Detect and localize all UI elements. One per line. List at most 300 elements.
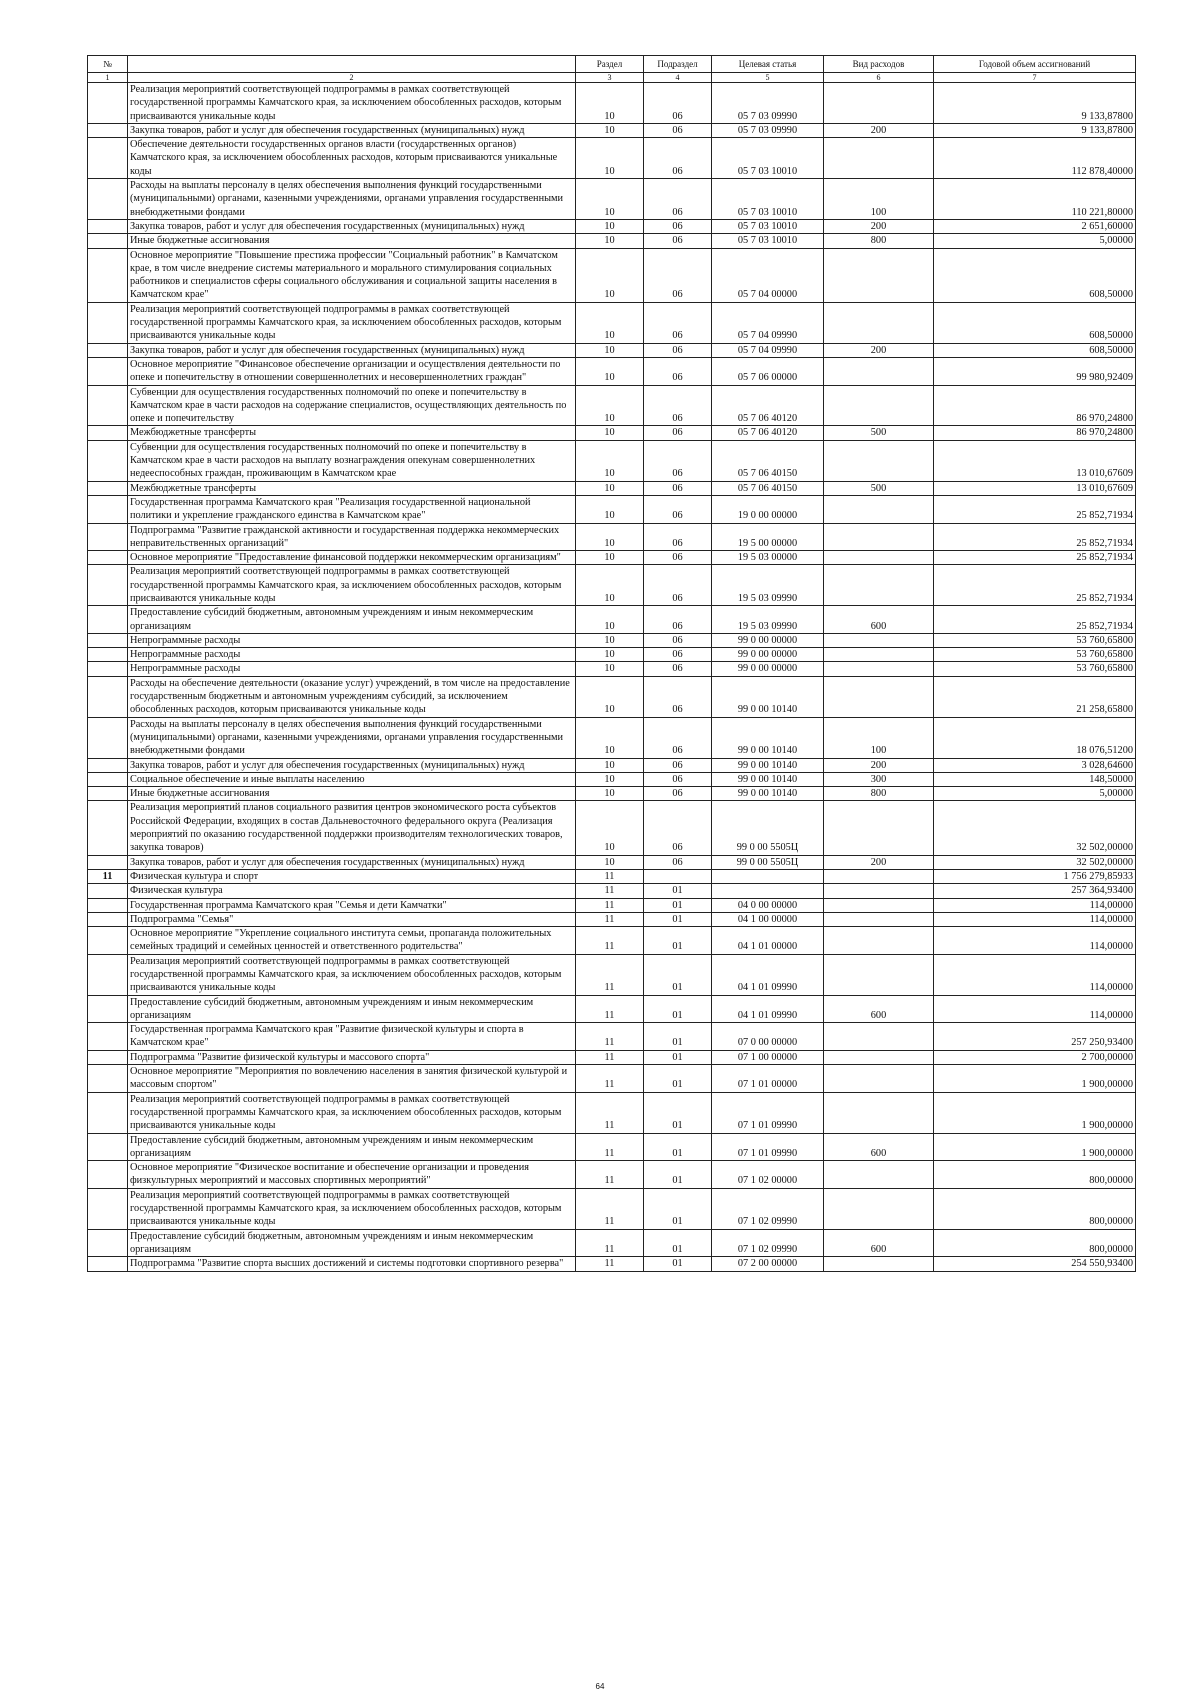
row-celevaya-cell: 05 7 03 09990 bbox=[712, 123, 824, 137]
row-name-cell: Основное мероприятие "Предоставление финансовой поддержки некоммерческим организациям" bbox=[128, 551, 576, 565]
table-row bbox=[88, 1023, 1136, 1051]
row-sum-cell: 86 970,24800 bbox=[934, 385, 1136, 426]
row-sum-cell: 21 258,65800 bbox=[934, 676, 1136, 717]
row-name-cell: Реализация мероприятий соответствующей подпрограммы в рамках соответствующей государственной программы Камчатского края, за исключением обособленных расходов, которым присваиваются уникальные коды bbox=[128, 302, 576, 343]
row-num-cell bbox=[88, 179, 128, 220]
row-celevaya-cell: 05 7 03 10010 bbox=[712, 179, 824, 220]
row-num-cell bbox=[88, 787, 128, 801]
row-celevaya-cell: 04 1 00 00000 bbox=[712, 912, 824, 926]
row-num-cell bbox=[88, 1188, 128, 1229]
row-vid-cell: 200 bbox=[824, 219, 934, 233]
row-name-cell: Подпрограмма "Развитие спорта высших достижений и системы подготовки спортивного резерва" bbox=[128, 1257, 576, 1271]
header-razdel: Раздел bbox=[576, 56, 644, 73]
row-razdel-cell: 11 bbox=[576, 1023, 644, 1051]
index-cell: 3 bbox=[576, 73, 644, 83]
row-name-cell: Непрограммные расходы bbox=[128, 662, 576, 676]
table-row bbox=[88, 551, 1136, 565]
table-row bbox=[88, 83, 1136, 124]
table-row bbox=[88, 138, 1136, 179]
row-num-cell bbox=[88, 551, 128, 565]
row-sum-cell: 5,00000 bbox=[934, 234, 1136, 248]
row-name-cell: Социальное обеспечение и иные выплаты населению bbox=[128, 772, 576, 786]
row-num-cell: 11 bbox=[88, 869, 128, 883]
row-sum-cell: 99 980,92409 bbox=[934, 357, 1136, 385]
row-vid-cell bbox=[824, 648, 934, 662]
table-row bbox=[88, 357, 1136, 385]
row-sum-cell: 114,00000 bbox=[934, 912, 1136, 926]
row-name-cell: Реализация мероприятий соответствующей подпрограммы в рамках соответствующей государственной программы Камчатского края, за исключением обособленных расходов, которым присваиваются уникальные коды bbox=[128, 565, 576, 606]
row-sum-cell: 9 133,87800 bbox=[934, 83, 1136, 124]
row-razdel-cell: 10 bbox=[576, 523, 644, 551]
table-index-row bbox=[88, 73, 1136, 83]
row-razdel-cell: 10 bbox=[576, 606, 644, 634]
row-name-cell: Физическая культура и спорт bbox=[128, 869, 576, 883]
row-celevaya-cell: 99 0 00 5505Ц bbox=[712, 801, 824, 855]
row-podrazdel-cell: 06 bbox=[644, 551, 712, 565]
row-podrazdel-cell: 01 bbox=[644, 954, 712, 995]
row-vid-cell: 200 bbox=[824, 855, 934, 869]
row-vid-cell bbox=[824, 884, 934, 898]
row-name-cell: Реализация мероприятий соответствующей подпрограммы в рамках соответствующей государственной программы Камчатского края, за исключением обособленных расходов, которым присваиваются уникальные коды bbox=[128, 1188, 576, 1229]
row-sum-cell: 800,00000 bbox=[934, 1188, 1136, 1229]
row-podrazdel-cell: 06 bbox=[644, 481, 712, 495]
row-celevaya-cell: 07 1 00 00000 bbox=[712, 1050, 824, 1064]
row-razdel-cell: 10 bbox=[576, 676, 644, 717]
row-name-cell: Реализация мероприятий соответствующей подпрограммы в рамках соответствующей государственной программы Камчатского края, за исключением обособленных расходов, которым присваиваются уникальные коды bbox=[128, 954, 576, 995]
row-num-cell bbox=[88, 248, 128, 302]
row-razdel-cell: 10 bbox=[576, 123, 644, 137]
row-vid-cell bbox=[824, 1023, 934, 1051]
page-number: 64 bbox=[595, 1682, 605, 1691]
row-celevaya-cell: 05 7 03 10010 bbox=[712, 138, 824, 179]
row-podrazdel-cell: 01 bbox=[644, 1050, 712, 1064]
row-celevaya-cell: 99 0 00 5505Ц bbox=[712, 855, 824, 869]
row-celevaya-cell bbox=[712, 884, 824, 898]
row-razdel-cell: 11 bbox=[576, 1188, 644, 1229]
row-name-cell: Расходы на выплаты персоналу в целях обеспечения выполнения функций государственными (муниципальными) органами, казенными учреждениями, органами управления государственными внебюджетными фондами bbox=[128, 717, 576, 758]
table-row bbox=[88, 869, 1136, 883]
header-num: № bbox=[88, 56, 128, 73]
row-celevaya-cell: 05 7 06 40150 bbox=[712, 481, 824, 495]
row-celevaya-cell: 05 7 03 10010 bbox=[712, 234, 824, 248]
table-row bbox=[88, 662, 1136, 676]
row-vid-cell bbox=[824, 83, 934, 124]
table-row bbox=[88, 440, 1136, 481]
row-vid-cell bbox=[824, 1161, 934, 1189]
row-celevaya-cell: 99 0 00 10140 bbox=[712, 717, 824, 758]
row-vid-cell bbox=[824, 954, 934, 995]
row-num-cell bbox=[88, 357, 128, 385]
table-row bbox=[88, 1161, 1136, 1189]
row-sum-cell: 257 364,93400 bbox=[934, 884, 1136, 898]
index-cell: 4 bbox=[644, 73, 712, 83]
table-row bbox=[88, 1257, 1136, 1271]
row-celevaya-cell: 99 0 00 10140 bbox=[712, 758, 824, 772]
row-celevaya-cell: 99 0 00 00000 bbox=[712, 662, 824, 676]
row-podrazdel-cell: 06 bbox=[644, 495, 712, 523]
row-podrazdel-cell: 06 bbox=[644, 855, 712, 869]
row-podrazdel-cell: 06 bbox=[644, 523, 712, 551]
row-num-cell bbox=[88, 606, 128, 634]
table-row bbox=[88, 648, 1136, 662]
row-num-cell bbox=[88, 633, 128, 647]
row-podrazdel-cell: 06 bbox=[644, 772, 712, 786]
row-sum-cell: 13 010,67609 bbox=[934, 481, 1136, 495]
row-podrazdel-cell: 01 bbox=[644, 1229, 712, 1257]
row-razdel-cell: 10 bbox=[576, 481, 644, 495]
header-podrazdel: Подраздел bbox=[644, 56, 712, 73]
row-num-cell bbox=[88, 523, 128, 551]
row-sum-cell: 257 250,93400 bbox=[934, 1023, 1136, 1051]
table-row bbox=[88, 1188, 1136, 1229]
row-razdel-cell: 11 bbox=[576, 1065, 644, 1093]
table-row bbox=[88, 633, 1136, 647]
row-name-cell: Реализация мероприятий соответствующей подпрограммы в рамках соответствующей государственной программы Камчатского края, за исключением обособленных расходов, которым присваиваются уникальные коды bbox=[128, 1092, 576, 1133]
row-podrazdel-cell: 06 bbox=[644, 633, 712, 647]
row-name-cell: Закупка товаров, работ и услуг для обеспечения государственных (муниципальных) нужд bbox=[128, 123, 576, 137]
row-num-cell bbox=[88, 1161, 128, 1189]
row-celevaya-cell: 05 7 04 00000 bbox=[712, 248, 824, 302]
table-row bbox=[88, 855, 1136, 869]
budget-table-sheet bbox=[87, 55, 1135, 1272]
row-num-cell bbox=[88, 565, 128, 606]
row-num-cell bbox=[88, 927, 128, 955]
row-razdel-cell: 10 bbox=[576, 219, 644, 233]
row-celevaya-cell: 07 1 01 00000 bbox=[712, 1065, 824, 1093]
row-celevaya-cell: 07 2 00 00000 bbox=[712, 1257, 824, 1271]
table-row bbox=[88, 1133, 1136, 1161]
row-num-cell bbox=[88, 1092, 128, 1133]
table-row bbox=[88, 426, 1136, 440]
row-celevaya-cell: 05 7 06 40120 bbox=[712, 385, 824, 426]
row-celevaya-cell: 07 1 02 09990 bbox=[712, 1229, 824, 1257]
row-num-cell bbox=[88, 898, 128, 912]
row-sum-cell: 2 651,60000 bbox=[934, 219, 1136, 233]
row-podrazdel-cell: 01 bbox=[644, 1092, 712, 1133]
row-num-cell bbox=[88, 1133, 128, 1161]
index-cell: 7 bbox=[934, 73, 1136, 83]
row-name-cell: Подпрограмма "Развитие гражданской активности и государственная поддержка некоммерческих неправительственных организаций" bbox=[128, 523, 576, 551]
row-podrazdel-cell: 06 bbox=[644, 787, 712, 801]
row-sum-cell: 32 502,00000 bbox=[934, 855, 1136, 869]
row-razdel-cell: 10 bbox=[576, 633, 644, 647]
row-celevaya-cell: 19 5 00 00000 bbox=[712, 523, 824, 551]
row-razdel-cell: 11 bbox=[576, 898, 644, 912]
table-row bbox=[88, 385, 1136, 426]
row-razdel-cell: 11 bbox=[576, 869, 644, 883]
row-num-cell bbox=[88, 995, 128, 1023]
row-podrazdel-cell: 06 bbox=[644, 648, 712, 662]
row-podrazdel-cell: 06 bbox=[644, 248, 712, 302]
table-row bbox=[88, 123, 1136, 137]
table-row bbox=[88, 606, 1136, 634]
row-name-cell: Обеспечение деятельности государственных органов власти (государственных органов) Камчатского края, за исключением обособленных расходов, которым присваиваются уникальные коды bbox=[128, 138, 576, 179]
budget-table bbox=[87, 55, 1136, 1272]
row-razdel-cell: 10 bbox=[576, 138, 644, 179]
row-razdel-cell: 10 bbox=[576, 772, 644, 786]
row-num-cell bbox=[88, 426, 128, 440]
row-name-cell: Субвенции для осуществления государственных полномочий по опеке и попечительству в Камчатском крае в части расходов на содержание специалистов, осуществляющих деятельность по опеке и попечительству bbox=[128, 385, 576, 426]
table-header-row bbox=[88, 56, 1136, 73]
row-celevaya-cell: 19 5 03 09990 bbox=[712, 606, 824, 634]
index-cell: 6 bbox=[824, 73, 934, 83]
row-celevaya-cell: 04 1 01 09990 bbox=[712, 954, 824, 995]
row-podrazdel-cell: 06 bbox=[644, 662, 712, 676]
row-sum-cell: 110 221,80000 bbox=[934, 179, 1136, 220]
row-vid-cell bbox=[824, 357, 934, 385]
table-row bbox=[88, 343, 1136, 357]
row-sum-cell: 608,50000 bbox=[934, 343, 1136, 357]
row-razdel-cell: 10 bbox=[576, 855, 644, 869]
row-celevaya-cell: 99 0 00 10140 bbox=[712, 787, 824, 801]
table-row bbox=[88, 481, 1136, 495]
row-podrazdel-cell: 06 bbox=[644, 801, 712, 855]
row-razdel-cell: 11 bbox=[576, 927, 644, 955]
row-num-cell bbox=[88, 1023, 128, 1051]
row-razdel-cell: 11 bbox=[576, 912, 644, 926]
row-num-cell bbox=[88, 1050, 128, 1064]
row-vid-cell: 200 bbox=[824, 758, 934, 772]
row-razdel-cell: 11 bbox=[576, 995, 644, 1023]
row-podrazdel-cell: 06 bbox=[644, 302, 712, 343]
row-sum-cell: 800,00000 bbox=[934, 1161, 1136, 1189]
row-sum-cell: 25 852,71934 bbox=[934, 551, 1136, 565]
row-name-cell: Физическая культура bbox=[128, 884, 576, 898]
row-razdel-cell: 10 bbox=[576, 357, 644, 385]
row-celevaya-cell: 07 0 00 00000 bbox=[712, 1023, 824, 1051]
row-name-cell: Закупка товаров, работ и услуг для обеспечения государственных (муниципальных) нужд bbox=[128, 343, 576, 357]
table-body bbox=[88, 83, 1136, 1272]
row-num-cell bbox=[88, 855, 128, 869]
table-row bbox=[88, 898, 1136, 912]
row-vid-cell: 800 bbox=[824, 787, 934, 801]
row-num-cell bbox=[88, 676, 128, 717]
row-sum-cell: 5,00000 bbox=[934, 787, 1136, 801]
row-vid-cell: 600 bbox=[824, 1229, 934, 1257]
row-vid-cell: 800 bbox=[824, 234, 934, 248]
row-vid-cell: 600 bbox=[824, 995, 934, 1023]
row-name-cell: Государственная программа Камчатского края "Семья и дети Камчатки" bbox=[128, 898, 576, 912]
row-num-cell bbox=[88, 801, 128, 855]
row-podrazdel-cell: 06 bbox=[644, 123, 712, 137]
row-podrazdel-cell: 01 bbox=[644, 927, 712, 955]
row-celevaya-cell: 99 0 00 00000 bbox=[712, 648, 824, 662]
row-podrazdel-cell: 01 bbox=[644, 1161, 712, 1189]
row-name-cell: Предоставление субсидий бюджетным, автономным учреждениям и иным некоммерческим организациям bbox=[128, 1133, 576, 1161]
row-celevaya-cell: 07 1 02 09990 bbox=[712, 1188, 824, 1229]
row-celevaya-cell: 05 7 06 00000 bbox=[712, 357, 824, 385]
row-celevaya-cell bbox=[712, 869, 824, 883]
row-sum-cell: 148,50000 bbox=[934, 772, 1136, 786]
row-name-cell: Государственная программа Камчатского края "Развитие физической культуры и спорта в Камчатском крае" bbox=[128, 1023, 576, 1051]
row-razdel-cell: 10 bbox=[576, 801, 644, 855]
row-podrazdel-cell: 01 bbox=[644, 884, 712, 898]
row-num-cell bbox=[88, 234, 128, 248]
row-sum-cell: 608,50000 bbox=[934, 248, 1136, 302]
row-name-cell: Иные бюджетные ассигнования bbox=[128, 234, 576, 248]
row-name-cell: Государственная программа Камчатского края "Реализация государственной национальной политики и укрепление гражданского единства в Камчатском крае" bbox=[128, 495, 576, 523]
row-vid-cell: 300 bbox=[824, 772, 934, 786]
row-vid-cell bbox=[824, 138, 934, 179]
row-sum-cell: 53 760,65800 bbox=[934, 648, 1136, 662]
row-sum-cell: 608,50000 bbox=[934, 302, 1136, 343]
row-name-cell: Реализация мероприятий соответствующей подпрограммы в рамках соответствующей государственной программы Камчатского края, за исключением обособленных расходов, которым присваиваются уникальные коды bbox=[128, 83, 576, 124]
row-vid-cell bbox=[824, 1065, 934, 1093]
row-razdel-cell: 10 bbox=[576, 234, 644, 248]
row-razdel-cell: 11 bbox=[576, 1229, 644, 1257]
row-vid-cell bbox=[824, 676, 934, 717]
row-vid-cell bbox=[824, 912, 934, 926]
row-num-cell bbox=[88, 219, 128, 233]
row-podrazdel-cell: 01 bbox=[644, 898, 712, 912]
table-row bbox=[88, 912, 1136, 926]
row-razdel-cell: 10 bbox=[576, 551, 644, 565]
table-row bbox=[88, 302, 1136, 343]
row-celevaya-cell: 04 1 01 00000 bbox=[712, 927, 824, 955]
row-name-cell: Основное мероприятие "Укрепление социального института семьи, пропаганда положительных семейных традиций и семейных ценностей и ответственного родительства" bbox=[128, 927, 576, 955]
row-name-cell: Основное мероприятие "Физическое воспитание и обеспечение организации и проведения физкультурных мероприятий и массовых спортивных мероприятий" bbox=[128, 1161, 576, 1189]
row-celevaya-cell: 99 0 00 00000 bbox=[712, 633, 824, 647]
table-row bbox=[88, 772, 1136, 786]
row-razdel-cell: 11 bbox=[576, 884, 644, 898]
row-podrazdel-cell: 06 bbox=[644, 219, 712, 233]
row-vid-cell bbox=[824, 523, 934, 551]
row-razdel-cell: 10 bbox=[576, 248, 644, 302]
table-row bbox=[88, 219, 1136, 233]
row-name-cell: Подпрограмма "Развитие физической культуры и массового спорта" bbox=[128, 1050, 576, 1064]
row-vid-cell bbox=[824, 248, 934, 302]
row-num-cell bbox=[88, 302, 128, 343]
row-name-cell: Непрограммные расходы bbox=[128, 633, 576, 647]
row-podrazdel-cell: 06 bbox=[644, 440, 712, 481]
index-cell: 2 bbox=[128, 73, 576, 83]
header-celevaya: Целевая статья bbox=[712, 56, 824, 73]
row-celevaya-cell: 07 1 01 09990 bbox=[712, 1133, 824, 1161]
row-vid-cell: 200 bbox=[824, 343, 934, 357]
row-sum-cell: 800,00000 bbox=[934, 1229, 1136, 1257]
row-vid-cell bbox=[824, 440, 934, 481]
row-razdel-cell: 11 bbox=[576, 1133, 644, 1161]
row-podrazdel-cell: 06 bbox=[644, 83, 712, 124]
row-vid-cell bbox=[824, 565, 934, 606]
table-row bbox=[88, 1050, 1136, 1064]
row-name-cell: Закупка товаров, работ и услуг для обеспечения государственных (муниципальных) нужд bbox=[128, 219, 576, 233]
row-vid-cell: 600 bbox=[824, 1133, 934, 1161]
table-row bbox=[88, 495, 1136, 523]
row-celevaya-cell: 05 7 06 40150 bbox=[712, 440, 824, 481]
row-num-cell bbox=[88, 1065, 128, 1093]
row-celevaya-cell: 99 0 00 10140 bbox=[712, 676, 824, 717]
row-celevaya-cell: 05 7 04 09990 bbox=[712, 343, 824, 357]
row-sum-cell: 25 852,71934 bbox=[934, 523, 1136, 551]
row-name-cell: Предоставление субсидий бюджетным, автономным учреждениям и иным некоммерческим организациям bbox=[128, 1229, 576, 1257]
row-vid-cell bbox=[824, 551, 934, 565]
row-podrazdel-cell: 01 bbox=[644, 1065, 712, 1093]
row-num-cell bbox=[88, 1257, 128, 1271]
row-razdel-cell: 10 bbox=[576, 495, 644, 523]
row-num-cell bbox=[88, 1229, 128, 1257]
row-vid-cell: 200 bbox=[824, 123, 934, 137]
row-razdel-cell: 10 bbox=[576, 179, 644, 220]
row-name-cell: Основное мероприятие "Финансовое обеспечение организации и осуществления деятельности по опеке и попечительству в отношении совершеннолетних и несовершеннолетних граждан" bbox=[128, 357, 576, 385]
row-sum-cell: 86 970,24800 bbox=[934, 426, 1136, 440]
row-vid-cell: 100 bbox=[824, 179, 934, 220]
row-name-cell: Основное мероприятие "Мероприятия по вовлечению населения в занятия физической культурой и массовым спортом" bbox=[128, 1065, 576, 1093]
row-celevaya-cell: 19 5 03 00000 bbox=[712, 551, 824, 565]
row-podrazdel-cell: 06 bbox=[644, 179, 712, 220]
table-row bbox=[88, 954, 1136, 995]
row-podrazdel-cell: 06 bbox=[644, 606, 712, 634]
table-row bbox=[88, 179, 1136, 220]
row-name-cell: Предоставление субсидий бюджетным, автономным учреждениям и иным некоммерческим организациям bbox=[128, 995, 576, 1023]
row-celevaya-cell: 19 5 03 09990 bbox=[712, 565, 824, 606]
table-row bbox=[88, 676, 1136, 717]
table-row bbox=[88, 565, 1136, 606]
row-num-cell bbox=[88, 954, 128, 995]
row-podrazdel-cell: 01 bbox=[644, 1133, 712, 1161]
header-name bbox=[128, 56, 576, 73]
row-sum-cell: 1 900,00000 bbox=[934, 1133, 1136, 1161]
row-celevaya-cell: 07 1 01 09990 bbox=[712, 1092, 824, 1133]
table-row bbox=[88, 1229, 1136, 1257]
row-podrazdel-cell bbox=[644, 869, 712, 883]
row-num-cell bbox=[88, 138, 128, 179]
table-row bbox=[88, 995, 1136, 1023]
table-row bbox=[88, 801, 1136, 855]
row-vid-cell bbox=[824, 898, 934, 912]
row-celevaya-cell: 07 1 02 00000 bbox=[712, 1161, 824, 1189]
table-row bbox=[88, 1092, 1136, 1133]
row-podrazdel-cell: 06 bbox=[644, 676, 712, 717]
header-obem: Годовой объем ассигнований bbox=[934, 56, 1136, 73]
index-cell: 1 bbox=[88, 73, 128, 83]
row-num-cell bbox=[88, 912, 128, 926]
row-name-cell: Иные бюджетные ассигнования bbox=[128, 787, 576, 801]
row-vid-cell bbox=[824, 1188, 934, 1229]
header-vid: Вид расходов bbox=[824, 56, 934, 73]
row-sum-cell: 25 852,71934 bbox=[934, 565, 1136, 606]
row-vid-cell bbox=[824, 1257, 934, 1271]
row-sum-cell: 18 076,51200 bbox=[934, 717, 1136, 758]
row-name-cell: Основное мероприятие "Повышение престижа профессии "Социальный работник" в Камчатском крае, в том числе внедрение системы материального и морального стимулирования социальных работников и специалистов сферы социального обслуживания и социальной защиты населения в Камчатском крае" bbox=[128, 248, 576, 302]
row-num-cell bbox=[88, 440, 128, 481]
index-cell: 5 bbox=[712, 73, 824, 83]
row-podrazdel-cell: 06 bbox=[644, 426, 712, 440]
row-celevaya-cell: 04 1 01 09990 bbox=[712, 995, 824, 1023]
row-celevaya-cell: 99 0 00 10140 bbox=[712, 772, 824, 786]
row-razdel-cell: 10 bbox=[576, 426, 644, 440]
row-num-cell bbox=[88, 495, 128, 523]
row-razdel-cell: 10 bbox=[576, 343, 644, 357]
row-podrazdel-cell: 06 bbox=[644, 357, 712, 385]
table-row bbox=[88, 787, 1136, 801]
row-sum-cell: 25 852,71934 bbox=[934, 495, 1136, 523]
row-razdel-cell: 10 bbox=[576, 565, 644, 606]
row-podrazdel-cell: 01 bbox=[644, 1023, 712, 1051]
row-celevaya-cell: 05 7 04 09990 bbox=[712, 302, 824, 343]
row-razdel-cell: 10 bbox=[576, 648, 644, 662]
row-podrazdel-cell: 06 bbox=[644, 717, 712, 758]
row-num-cell bbox=[88, 662, 128, 676]
row-sum-cell: 3 028,64600 bbox=[934, 758, 1136, 772]
table-row bbox=[88, 234, 1136, 248]
row-sum-cell: 1 756 279,85933 bbox=[934, 869, 1136, 883]
row-celevaya-cell: 05 7 03 09990 bbox=[712, 83, 824, 124]
row-razdel-cell: 11 bbox=[576, 1161, 644, 1189]
row-name-cell: Предоставление субсидий бюджетным, автономным учреждениям и иным некоммерческим организациям bbox=[128, 606, 576, 634]
row-sum-cell: 254 550,93400 bbox=[934, 1257, 1136, 1271]
table-row bbox=[88, 884, 1136, 898]
